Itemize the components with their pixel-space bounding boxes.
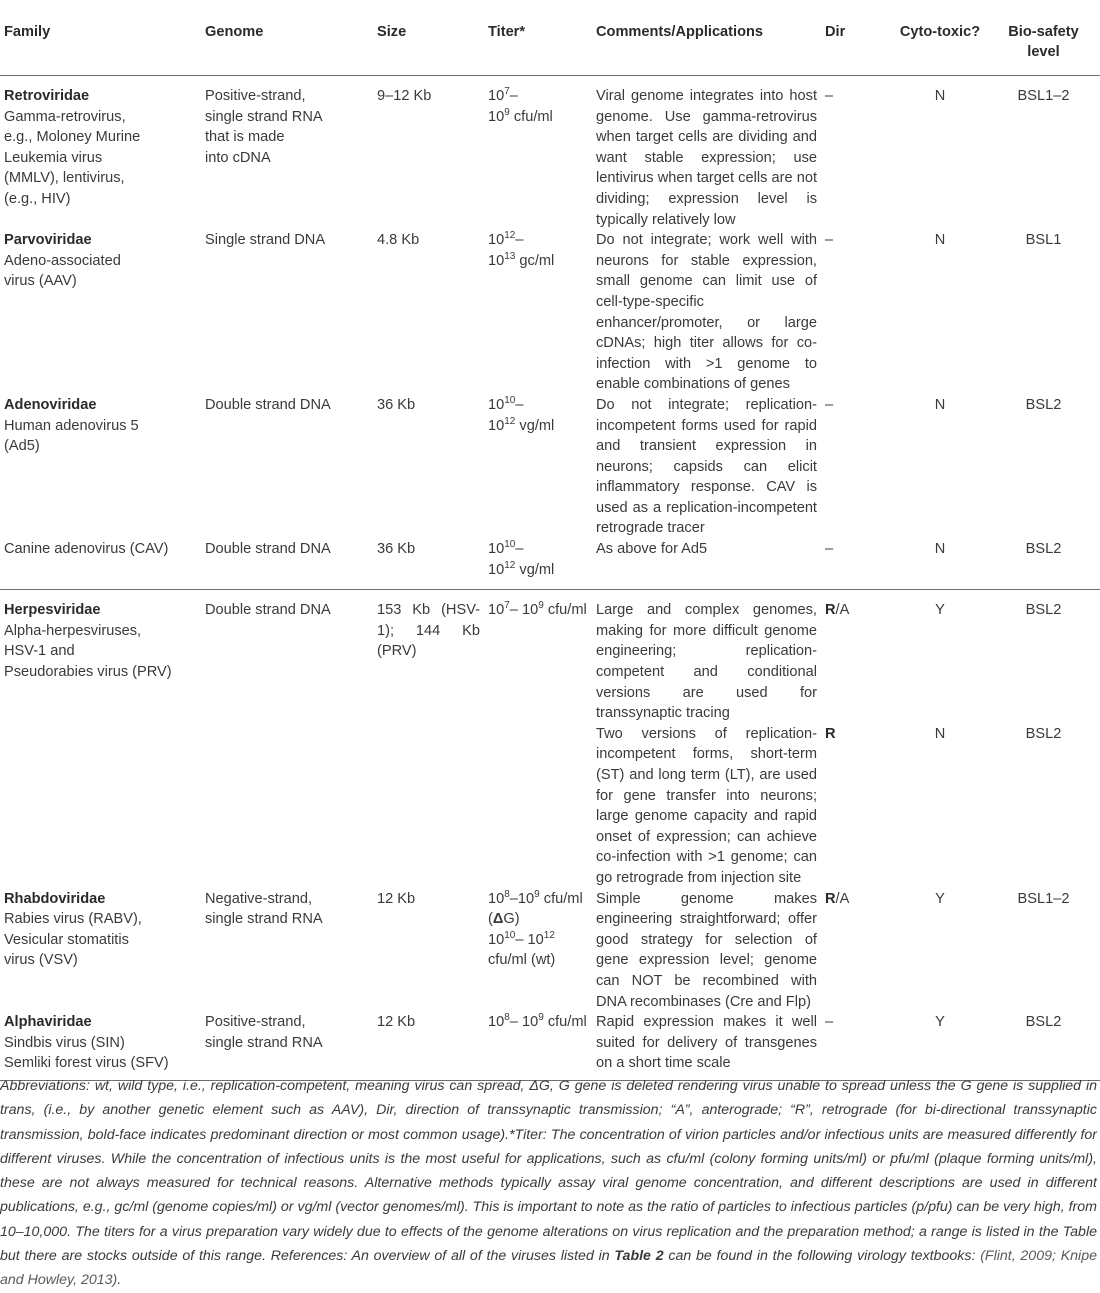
family-name: Retroviridae xyxy=(4,88,90,104)
titer-suffix: – xyxy=(509,1014,522,1031)
titer-cell xyxy=(484,889,592,1013)
footnote-delta: ΔG xyxy=(529,1078,550,1094)
dir-rest: /A xyxy=(835,602,850,619)
header-cytotoxic: Cyto-toxic? xyxy=(893,0,987,76)
cytotoxic-cell: N xyxy=(934,725,946,742)
table-row-alphaviridae xyxy=(0,1012,1100,1080)
family-name: Parvoviridae xyxy=(4,232,92,249)
genome-cell: Double strand DNA xyxy=(201,590,373,724)
titer-mid: – 10 xyxy=(515,931,544,948)
family-cell: Canine adenovirus (CAV) xyxy=(4,541,169,558)
family-line: Pseudorabies virus (PRV) xyxy=(4,664,172,681)
titer-exponent: 9 xyxy=(538,1012,544,1024)
family-cell xyxy=(0,724,201,889)
titer-exponent: 13 xyxy=(504,250,516,262)
footnote-references-link[interactable]: (Flint, 2009; Knipe and Howley, 2013) xyxy=(0,1248,1097,1289)
titer-suffix: gc/ml xyxy=(515,252,555,269)
titer-exponent: 7 xyxy=(504,86,510,97)
cytotoxic-cell: N xyxy=(934,396,946,413)
table-row-adenoviridae xyxy=(0,395,1100,539)
family-line: Gamma-retrovirus, xyxy=(4,108,126,125)
titer-exponent: 7 xyxy=(504,600,510,612)
biosafety-cell: BSL2 xyxy=(1025,396,1062,413)
titer-exponent: 10 xyxy=(504,394,516,406)
titer-cell xyxy=(484,1012,592,1080)
delta-symbol: Δ xyxy=(492,911,504,928)
family-line: Human adenovirus 5 xyxy=(4,417,139,434)
table-row-canine-adenovirus xyxy=(0,539,1100,590)
dir-cell: – xyxy=(825,88,834,104)
titer-suffix: cfu/ml xyxy=(543,1014,587,1031)
family-cell xyxy=(0,1012,201,1080)
dir-cell xyxy=(821,889,893,1013)
titer-base: 10 xyxy=(488,931,505,948)
size-cell xyxy=(373,724,484,889)
genome-line: single strand RNA xyxy=(205,108,323,125)
titer-suffix: – xyxy=(509,88,518,104)
genome-cell: Double strand DNA xyxy=(205,396,331,413)
genome-line: Positive-strand, xyxy=(205,1014,306,1031)
genome-cell xyxy=(201,724,373,889)
family-line: (e.g., HIV) xyxy=(4,190,71,207)
header-biosafety xyxy=(987,0,1100,76)
header-dir: Dir xyxy=(821,0,893,76)
header-row xyxy=(0,0,1100,76)
genome-line: single strand RNA xyxy=(205,1034,323,1051)
cytotoxic-cell: Y xyxy=(893,1012,987,1080)
size-cell: 9–12 Kb xyxy=(377,88,432,104)
titer-cell xyxy=(484,724,592,889)
genome-line: that is made xyxy=(205,129,285,146)
table-row-herpesviridae-replication-incompetent xyxy=(0,724,1100,889)
header-titer: Titer* xyxy=(484,0,592,76)
comments-cell: Viral genome integrates into host genome. Use gamma-retrovirus when target cells are dividing and want stable expression; use lentivirus when target cells are not dividing; expression level is typically relatively low xyxy=(596,88,817,228)
dir-bold: R xyxy=(825,725,836,742)
titer-base: 10 xyxy=(488,1014,505,1031)
family-line: (Ad5) xyxy=(4,438,40,455)
table-row-herpesviridae xyxy=(0,590,1100,724)
titer-cell xyxy=(484,76,592,231)
biosafety-cell: BSL2 xyxy=(1025,725,1062,742)
comments-cell: Do not integrate; work well with neurons for stable expression, small genome can limit use of cell-type-specific enhancer/promoter, or large cDNAs; high titer allows for co-infection with >1 genome to enable combinations of genes xyxy=(596,232,817,393)
comments-cell: Large and complex genomes, making for more difficult genome engineering; replication-competent and conditional versions are used for transsynaptic tracing xyxy=(592,590,821,724)
cytotoxic-cell: N xyxy=(934,541,946,558)
titer-base: 10 xyxy=(488,561,505,578)
footnote-text: can be found in the following virology textbooks: xyxy=(663,1248,981,1265)
family-line: e.g., Moloney Murine xyxy=(4,129,141,146)
genome-line: Positive-strand, xyxy=(205,88,306,104)
dir-cell: – xyxy=(825,232,834,249)
titer-exponent: 10 xyxy=(504,539,516,551)
titer-base: 10 xyxy=(488,541,505,558)
comments-cell: Rapid expression makes it well suited for delivery of transgenes on a short time scale xyxy=(592,1012,821,1080)
table-row-rhabdoviridae xyxy=(0,889,1100,1013)
cytotoxic-cell: N xyxy=(934,88,946,104)
genome-line: Negative-strand, xyxy=(205,890,313,907)
footnote-text: . xyxy=(117,1272,122,1289)
titer-suffix: cfu/ml xyxy=(543,602,587,619)
genome-cell xyxy=(201,889,373,1013)
biosafety-cell: BSL1 xyxy=(1025,232,1062,249)
titer-unit: cfu/ml (wt) xyxy=(488,952,556,969)
family-line: virus (VSV) xyxy=(4,952,78,969)
cytotoxic-cell: Y xyxy=(893,590,987,724)
footnote-text: Abbreviations: wt, wild type, i.e., replication-competent, meaning virus can spread, xyxy=(0,1078,530,1094)
biosafety-cell: BSL1–2 xyxy=(1017,890,1070,907)
titer-base: 10 xyxy=(521,1014,539,1031)
titer-suffix: – xyxy=(515,396,524,413)
titer-base: 10 xyxy=(488,396,505,413)
titer-cell xyxy=(484,590,592,724)
group-2 xyxy=(0,590,1100,1081)
family-cell xyxy=(0,590,201,724)
titer-exponent: 12 xyxy=(543,929,555,941)
dir-cell: – xyxy=(821,1012,893,1080)
titer-base: 10 xyxy=(488,108,505,125)
dir-cell xyxy=(821,590,893,724)
titer-exponent: 12 xyxy=(504,230,516,242)
biosafety-cell: BSL2 xyxy=(987,590,1100,724)
table-row-parvoviridae xyxy=(0,230,1100,395)
titer-suffix: cfu/ml xyxy=(539,890,583,907)
titer-suffix: – xyxy=(509,602,522,619)
titer-base: 10 xyxy=(488,417,505,434)
genome-line: single strand RNA xyxy=(205,911,323,928)
titer-base: 10 xyxy=(488,602,505,619)
titer-suffix: vg/ml xyxy=(515,561,555,578)
genome-cell xyxy=(201,76,373,231)
size-cell: 36 Kb xyxy=(377,396,416,413)
titer-exponent: 9 xyxy=(538,600,544,612)
family-line: Adeno-associated xyxy=(4,252,121,269)
family-line: HSV-1 and xyxy=(4,643,75,660)
genome-line: into cDNA xyxy=(205,149,271,166)
genome-cell: Double strand DNA xyxy=(205,541,331,558)
titer-suffix: vg/ml xyxy=(515,417,555,434)
titer-cell xyxy=(484,395,592,539)
header-comments: Comments/Applications xyxy=(592,0,821,76)
dir-bold: R xyxy=(825,602,836,619)
titer-exponent: 12 xyxy=(504,415,516,427)
titer-exponent: 10 xyxy=(504,929,516,941)
family-line: Semliki forest virus (SFV) xyxy=(4,1055,169,1072)
size-cell xyxy=(373,590,484,724)
family-name: Adenoviridae xyxy=(4,396,97,413)
size-cell: 4.8 Kb xyxy=(377,232,420,249)
titer-cell xyxy=(484,230,592,395)
titer-mid: –10 xyxy=(509,890,535,907)
table-row-retroviridae xyxy=(0,76,1100,231)
group-1 xyxy=(0,76,1100,590)
titer-exponent: 9 xyxy=(534,888,540,900)
family-line: Sindbis virus (SIN) xyxy=(4,1034,125,1051)
size-line: 144 Kb (PRV) xyxy=(377,622,480,660)
cytotoxic-cell: Y xyxy=(935,890,945,907)
size-cell: 12 Kb xyxy=(377,890,416,907)
dir-cell: – xyxy=(825,396,834,413)
titer-paren: G) xyxy=(503,911,520,928)
footnote-table-ref: Table 2 xyxy=(614,1248,664,1265)
dir-cell: – xyxy=(825,541,834,558)
comments-cell: Do not integrate; replication-incompetent forms used for rapid and transient expression in neurons; capsids can elicit inflammatory response. CAV is used as a replication-incompetent retrograde tracer xyxy=(596,396,817,537)
family-cell xyxy=(0,395,201,539)
family-line: Leukemia virus xyxy=(4,149,103,166)
header-biosafety-line2: level xyxy=(1027,44,1060,60)
family-name: Alphaviridae xyxy=(4,1014,92,1031)
size-line: 153 Kb (HSV-1); xyxy=(377,602,480,639)
titer-base: 10 xyxy=(488,252,505,269)
titer-suffix: cfu/ml xyxy=(509,108,553,125)
titer-suffix: – xyxy=(515,541,524,558)
header-biosafety-line1: Bio-safety xyxy=(1008,24,1079,40)
dir-cell xyxy=(821,724,893,889)
titer-cell xyxy=(484,539,592,590)
comments-cell: Two versions of replication-incompetent forms, short-term (ST) and long term (LT), are used for gene transfer into neurons; large genome capacity and rapid onset of expression; can achieve co-infection with >1 genome; can go retrograde from injection site xyxy=(596,725,817,886)
family-line: Alpha-herpesviruses, xyxy=(4,622,142,639)
titer-exponent: 12 xyxy=(504,559,516,571)
titer-suffix: – xyxy=(515,232,524,249)
titer-paren: ( xyxy=(488,911,493,928)
size-cell: 12 Kb xyxy=(373,1012,484,1080)
dir-rest: /A xyxy=(835,890,850,907)
titer-exponent: 8 xyxy=(504,888,510,900)
size-cell: 36 Kb xyxy=(377,541,416,558)
table-header xyxy=(0,0,1100,76)
comments-cell: Simple genome makes engineering straightforward; offer good strategy for selection of gene expression level; genome can NOT be recombined with DNA recombinases (Cre and Flp) xyxy=(596,890,817,1010)
comments-cell: As above for Ad5 xyxy=(596,541,708,558)
genome-cell xyxy=(201,1012,373,1080)
titer-exponent: 9 xyxy=(504,106,510,118)
footnote-text: , G gene is deleted rendering virus unable to spread unless the G gene is supplied in trans, (i.e., by another genetic element such as AAV), Dir, direction of transsynaptic transmission; “A”, anterograde; “R”, retrograde (for bi-directional transsynaptic transmission, bold-face indicates predominant direction or most common usage).*Titer: The concentration of virion particles and/or infectious units are measured differently for different viruses. While the concentration of infectious units is the most useful for applications, such as cfu/ml (colony forming units/ml) or pfu/ml (plaque forming units/ml), these are not always measured for technical reasons. Alternative methods typically assay viral genome concentration, and different descriptions are used in different publications, e.g., gc/ml (genome copies/ml) or vg/ml (vector genomes/ml). This is important to note as the ratio of particles to infectious particles (p/pfu) can be very high, from 10–10,000. The titers for a virus preparation vary widely due to effects of the genome alterations on virus replication and the preparation method; a range is listed in the Table but there are stocks outside of this range. References: An overview of all of the viruses listed in xyxy=(0,1078,1097,1265)
titer-exponent: 8 xyxy=(504,1012,510,1024)
biosafety-cell: BSL1–2 xyxy=(1017,88,1070,104)
family-line: Rabies virus (RABV), xyxy=(4,911,142,928)
titer-base: 10 xyxy=(521,602,539,619)
titer-base: 10 xyxy=(488,890,505,907)
table-footnote xyxy=(0,1074,1097,1293)
family-line: (MMLV), lentivirus, xyxy=(4,170,125,187)
cytotoxic-cell: N xyxy=(934,232,946,249)
family-name: Herpesviridae xyxy=(4,602,101,619)
genome-cell: Single strand DNA xyxy=(205,232,326,249)
titer-base: 10 xyxy=(488,88,505,104)
biosafety-cell: BSL2 xyxy=(987,1012,1100,1080)
family-line: virus (AAV) xyxy=(4,273,77,290)
family-cell xyxy=(0,230,201,395)
header-size: Size xyxy=(373,0,484,76)
biosafety-cell: BSL2 xyxy=(1025,541,1062,558)
family-cell xyxy=(0,76,201,231)
family-line: Vesicular stomatitis xyxy=(4,931,129,948)
dir-bold: R xyxy=(825,890,836,907)
family-cell xyxy=(0,889,201,1013)
family-name: Rhabdoviridae xyxy=(4,890,106,907)
header-genome: Genome xyxy=(201,0,373,76)
header-family: Family xyxy=(0,0,201,76)
titer-base: 10 xyxy=(488,232,505,249)
